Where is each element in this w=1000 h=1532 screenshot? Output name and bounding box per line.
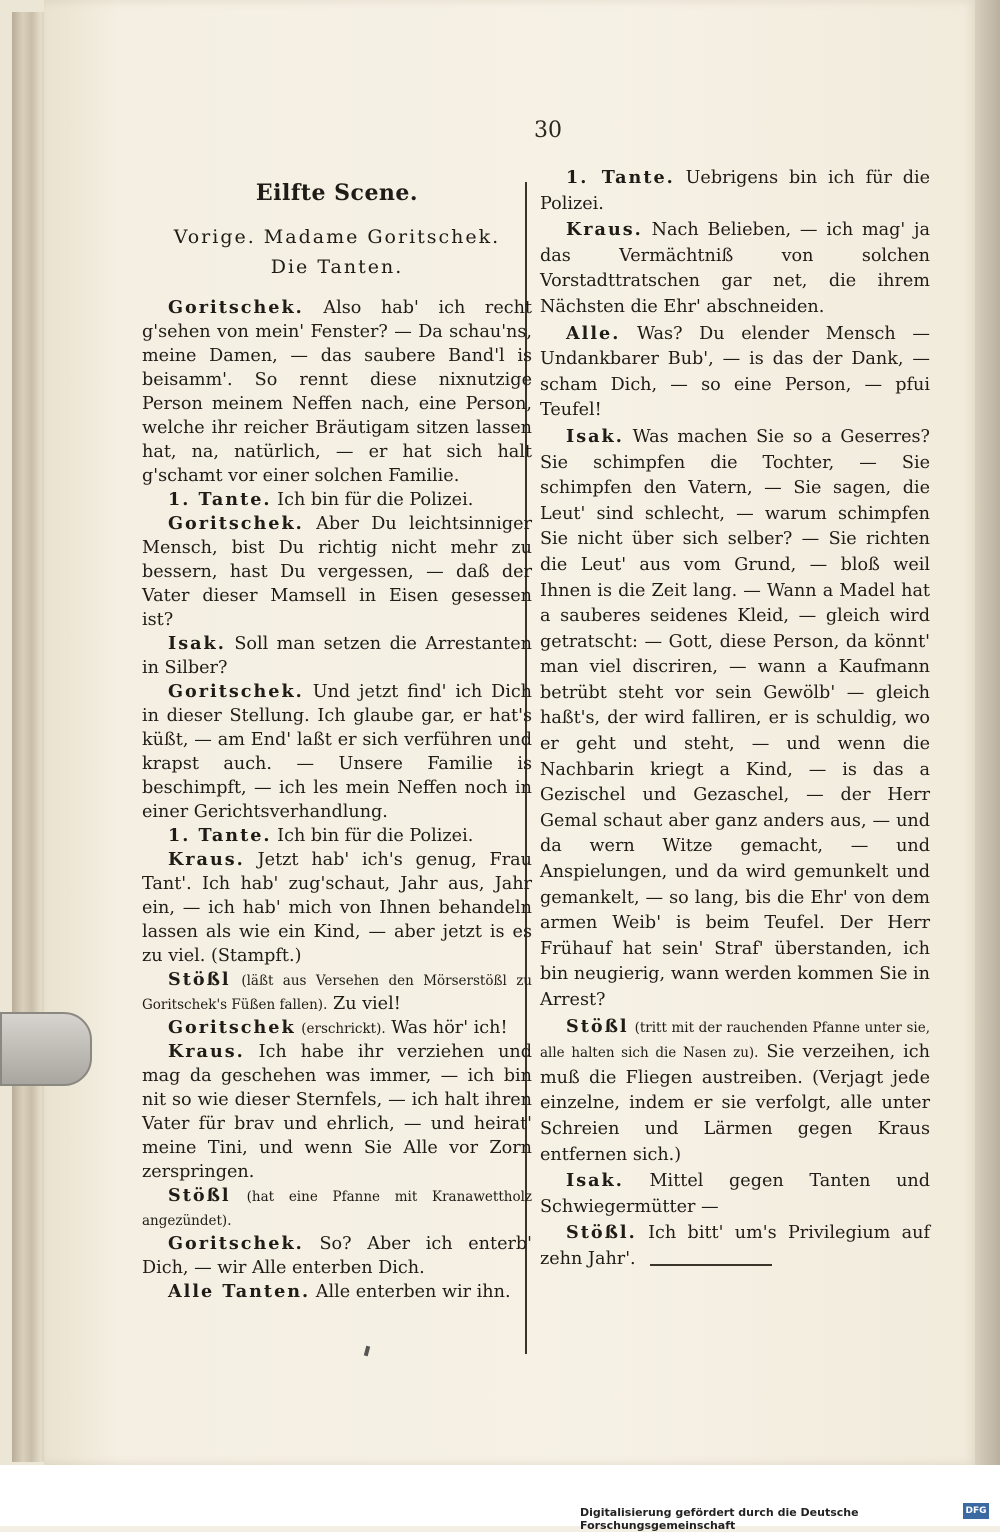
right-speeches — [540, 165, 930, 1273]
speech-text: Nach Belieben, — ich mag' ja das Vermächtniß von solchen Vorstadttratschen gar net, die ihrem Nächsten die Ehr' abschneiden. — [540, 220, 931, 317]
speaker-name: Goritschek. — [168, 297, 304, 318]
speaker-name: 1. Tante. — [168, 825, 272, 846]
speech — [142, 1016, 532, 1040]
speech-text: Mittel gegen Tanten und Schwiegermütter — — [540, 1171, 930, 1217]
speech — [142, 680, 532, 824]
speech — [540, 1168, 930, 1220]
speech-text: Soll man setzen die Arrestanten in Silber? — [142, 634, 532, 678]
speaker-name: Alle. — [566, 322, 621, 344]
speech-text: Uebrigens bin ich für die Polizei. — [540, 168, 931, 214]
right-column — [540, 165, 930, 1273]
cast-line: Die Tanten. — [270, 256, 404, 278]
speaker-name: Goritschek. — [168, 1233, 304, 1254]
speech-text: Ich habe ihr verziehen und mag da geschehen was immer, — ich bin nit so wie dieser Sternfels, — ich halt ihren Vater für brav und ehrlich, — und heirat' meine Tini, und wenn Sie Alle vor Zorn zerspringen. — [142, 1042, 532, 1182]
page-clip-tab — [0, 1012, 92, 1086]
stage-direction: (hat eine Pfanne mit Kranawettholz angezündet). — [142, 1189, 533, 1229]
speech — [142, 512, 532, 632]
speaker-name: Stößl — [566, 1015, 629, 1037]
cast-list — [142, 222, 532, 282]
speech-text: Ich bin für die Polizei. — [277, 826, 474, 846]
speech-text: Sie verzeihen, ich muß die Fliegen austreiben. (Verjagt jede einzelne, indem er sie verfolgt, alle unter Schreien und Lärmen gegen Kraus entfernen sich.) — [540, 1042, 930, 1165]
speaker-name: Isak. — [168, 633, 226, 654]
page-number: 30 — [534, 118, 562, 143]
footer-text: Digitalisierung gefördert durch die Deutsche Forschungsgemeinschaft — [580, 1506, 859, 1532]
speaker-name: Isak. — [566, 425, 624, 447]
speech-text: Ich bitt' um's Privilegium auf zehn Jahr'. — [540, 1223, 931, 1269]
speaker-name: Alle Tanten. — [168, 1281, 311, 1302]
cast-line: Vorige. Madame Goritschek. — [173, 226, 501, 248]
speech-text: Zu viel! — [332, 994, 401, 1014]
speech — [142, 296, 532, 488]
speech-text: Und jetzt find' ich Dich in dieser Stellung. Ich glaube gar, er hat's küßt, — am End' laßt er sich verführen und krapst auch. — Unsere Familie is beschimpft, — ich les mein Neffen noch in einer Gerichtsverhandlung. — [142, 682, 533, 822]
speech — [142, 968, 532, 1016]
speech-text: Jetzt hab' ich's genug, Frau Tant'. Ich hab' zug'schaut, Jahr aus, Jahr ein, — ich hab' mich von Ihnen behandeln lassen als wie ein Kind, — aber jetzt is es zu viel. (Stampft.) — [142, 850, 532, 966]
speech-text: Was? Du elender Mensch — Undankbarer Bub', — is das der Dank, — scham Dich, — so eine Person, — pfui Teufel! — [540, 323, 930, 421]
speech-text: Ich bin für die Polizei. — [277, 490, 474, 510]
speech — [142, 848, 532, 968]
speech — [540, 424, 930, 1014]
speech-text: Aber Du leichtsinniger Mensch, bist Du richtig nicht mehr zu bessern, hast Du vergessen, — daß der Vater dieser Mamsell in Eisen gesessen ist? — [142, 514, 532, 630]
left-column — [142, 180, 532, 1304]
speaker-name: Goritschek — [168, 1017, 296, 1038]
speech-text: Was machen Sie so a Geserres? Sie schimpfen die Tochter, — Sie schimpfen den Vatern, — Sie sagen, die Leut' sind schlecht, — warum schimpfen Sie nicht über sich selber? — Sie richten die Leut' aus vom Grund, — bloß weil Ihnen is die Zeit lang. — Wann a Madel hat a sauberes seidenes Kleid, — gleich wird getratscht: — Gott, diese Person, da könnt' man viel discriren, — wann a Kaufmann betrübt steht vor sein Gewölb' — gleich haßt's, der wird falliren, er is schuldig, wo er geht und steht, — und wenn die Nachbarin kriegt a Kind, — is das a Gezischel und Gezaschel, — der Herr Gemal schaut aber ganz anders aus, — und da wern Witze gemacht, — und Anspielungen, und da wird gemunkelt und gemankelt, — so lang, bis die Ehr' von dem armen Weib' is beim Teufel. Der Herr Frühauf hat sein' Straf' überstanden, ich bin neugierig, wann werden kommen Sie in Arrest? — [540, 426, 930, 1010]
speech — [540, 165, 930, 217]
speech — [142, 824, 532, 848]
speech-text: Alle enterben wir ihn. — [315, 1282, 511, 1302]
speech-text: So? Aber ich enterb' Dich, — wir Alle enterben Dich. — [142, 1234, 532, 1278]
speech — [540, 321, 930, 424]
stage-direction: (läßt aus Versehen den Mörserstößl zu Goritschek's Füßen fallen). — [142, 973, 532, 1013]
speaker-name: Stößl — [168, 969, 231, 990]
speaker-name: Kraus. — [566, 219, 643, 241]
speech — [142, 488, 532, 512]
speech-text: Also hab' ich recht g'sehen von mein' Fenster? — Da schau'ns, meine Damen, — das saubere Band'l is beisamm'. So rennt diese nixnutzige Person meinem Neffen nach, eine Person, welche ihr reicher Bräutigam sitzen lassen hat, na, natürlich, — er hat sich halt g'schamt vor einer solchen Familie. — [142, 298, 533, 486]
dfg-logo: DFG — [963, 1503, 989, 1519]
speech — [142, 1184, 532, 1232]
speech-text: Was hör' ich! — [391, 1018, 508, 1038]
end-rule — [650, 1264, 772, 1266]
speech — [142, 1232, 532, 1280]
left-speeches — [142, 296, 532, 1304]
speaker-name: Kraus. — [168, 849, 245, 870]
speaker-name: Stößl — [168, 1185, 231, 1206]
speech — [142, 1040, 532, 1184]
stage-direction: (tritt mit der rauchenden Pfanne unter sie, alle halten sich die Nasen zu). — [540, 1019, 930, 1062]
stage-direction: (erschrickt). — [301, 1021, 386, 1037]
speaker-name: Goritschek. — [168, 513, 304, 534]
speaker-name: 1. Tante. — [168, 489, 272, 510]
speech — [142, 1280, 532, 1304]
speaker-name: Goritschek. — [168, 681, 304, 702]
speaker-name: Stößl. — [566, 1222, 637, 1244]
speech — [540, 217, 930, 320]
speaker-name: 1. Tante. — [566, 167, 675, 188]
speech — [142, 632, 532, 680]
speaker-name: Isak. — [566, 1170, 624, 1192]
speaker-name: Kraus. — [168, 1041, 245, 1062]
speech — [540, 1014, 930, 1169]
page-gutter-shadow — [975, 0, 1000, 1465]
scene-title: Eilfte Scene. — [255, 180, 419, 206]
